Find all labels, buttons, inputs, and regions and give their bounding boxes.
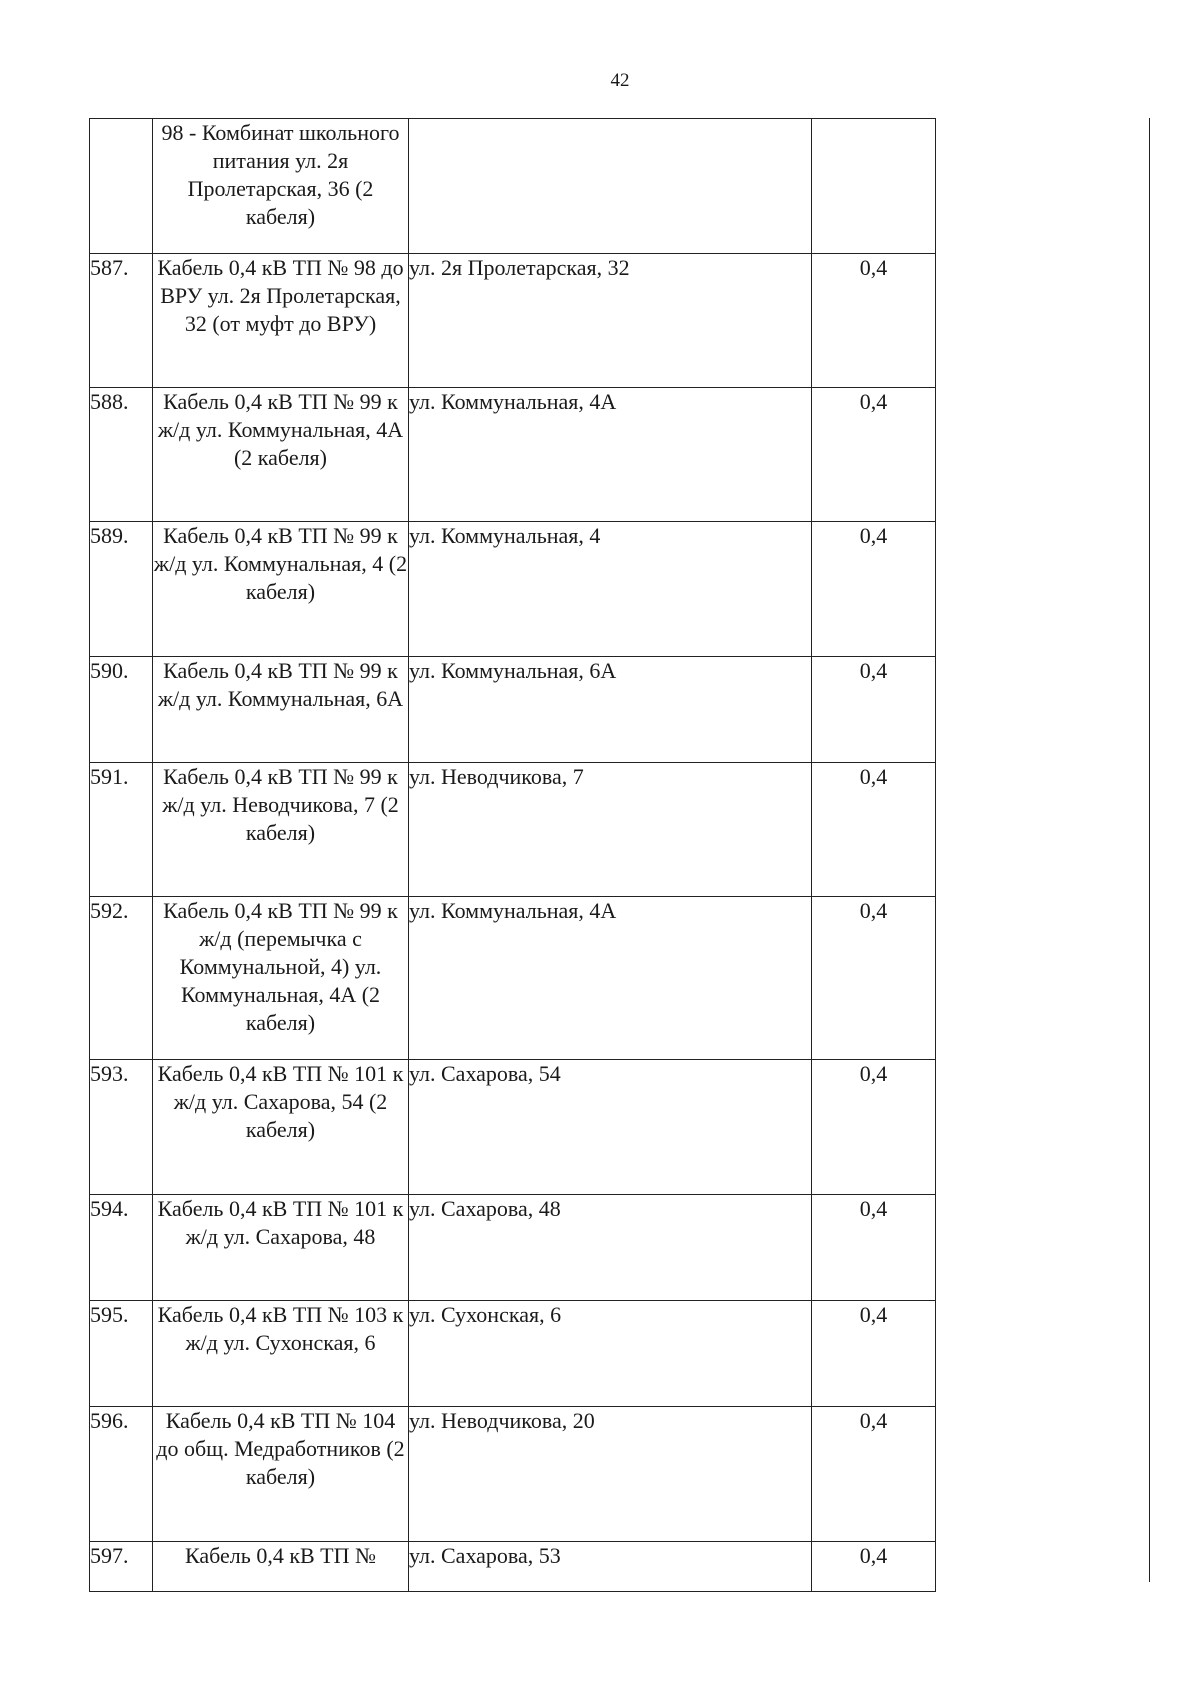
table-row — [90, 763, 936, 897]
address: ул. Сахарова, 54 — [409, 1060, 812, 1195]
object-name: Кабель 0,4 кВ ТП № 104 до общ. Медработников (2 кабеля) — [153, 1407, 409, 1542]
object-name: Кабель 0,4 кВ ТП № 99 к ж/д ул. Неводчикова, 7 (2 кабеля) — [153, 763, 409, 897]
object-name: Кабель 0,4 кВ ТП № 99 к ж/д (перемычка с Коммунальной, 4) ул. Коммунальная, 4А (2 кабеля) — [153, 897, 409, 1060]
object-name: Кабель 0,4 кВ ТП № — [153, 1542, 409, 1592]
object-name: Кабель 0,4 кВ ТП № 101 к ж/д ул. Сахарова, 48 — [153, 1195, 409, 1301]
voltage — [812, 119, 936, 254]
address: ул. Неводчикова, 7 — [409, 763, 812, 897]
object-name: Кабель 0,4 кВ ТП № 99 к ж/д ул. Коммунальная, 4А (2 кабеля) — [153, 388, 409, 522]
voltage: 0,4 — [812, 254, 936, 388]
voltage: 0,4 — [812, 1060, 936, 1195]
address: ул. Сухонская, 6 — [409, 1301, 812, 1407]
row-number: 591. — [90, 763, 153, 897]
row-number: 590. — [90, 657, 153, 763]
address: ул. Коммунальная, 4А — [409, 897, 812, 1060]
table-row — [90, 657, 936, 763]
address: ул. Сахарова, 48 — [409, 1195, 812, 1301]
object-name: Кабель 0,4 кВ ТП № 99 к ж/д ул. Коммунальная, 4 (2 кабеля) — [153, 522, 409, 657]
row-number: 588. — [90, 388, 153, 522]
voltage: 0,4 — [812, 388, 936, 522]
object-name: Кабель 0,4 кВ ТП № 99 к ж/д ул. Коммунальная, 6А — [153, 657, 409, 763]
address: ул. Неводчикова, 20 — [409, 1407, 812, 1542]
voltage: 0,4 — [812, 1195, 936, 1301]
address — [409, 119, 812, 254]
table-row — [90, 522, 936, 657]
table-row — [90, 1407, 936, 1542]
row-number — [90, 119, 153, 254]
row-number: 592. — [90, 897, 153, 1060]
row-number: 593. — [90, 1060, 153, 1195]
row-number: 589. — [90, 522, 153, 657]
page-border-line — [1149, 118, 1150, 1582]
table-row — [90, 1195, 936, 1301]
voltage: 0,4 — [812, 1407, 936, 1542]
table-row — [90, 1301, 936, 1407]
row-number: 587. — [90, 254, 153, 388]
row-number: 594. — [90, 1195, 153, 1301]
address: ул. Коммунальная, 4 — [409, 522, 812, 657]
table-row — [90, 1060, 936, 1195]
address: ул. Сахарова, 53 — [409, 1542, 812, 1592]
table-row — [90, 119, 936, 254]
voltage: 0,4 — [812, 897, 936, 1060]
object-name: 98 - Комбинат школьного питания ул. 2я Пролетарская, 36 (2 кабеля) — [153, 119, 409, 254]
table-row — [90, 254, 936, 388]
voltage: 0,4 — [812, 522, 936, 657]
table-row — [90, 1542, 936, 1592]
row-number: 597. — [90, 1542, 153, 1592]
table-row — [90, 388, 936, 522]
row-number: 596. — [90, 1407, 153, 1542]
object-name: Кабель 0,4 кВ ТП № 103 к ж/д ул. Сухонская, 6 — [153, 1301, 409, 1407]
voltage: 0,4 — [812, 657, 936, 763]
page-number: 42 — [610, 70, 630, 91]
table-row — [90, 897, 936, 1060]
cable-table — [89, 118, 936, 1592]
row-number: 595. — [90, 1301, 153, 1407]
voltage: 0,4 — [812, 763, 936, 897]
voltage: 0,4 — [812, 1301, 936, 1407]
address: ул. Коммунальная, 6А — [409, 657, 812, 763]
object-name: Кабель 0,4 кВ ТП № 101 к ж/д ул. Сахарова, 54 (2 кабеля) — [153, 1060, 409, 1195]
address: ул. Коммунальная, 4А — [409, 388, 812, 522]
object-name: Кабель 0,4 кВ ТП № 98 до ВРУ ул. 2я Пролетарская, 32 (от муфт до ВРУ) — [153, 254, 409, 388]
address: ул. 2я Пролетарская, 32 — [409, 254, 812, 388]
voltage: 0,4 — [812, 1542, 936, 1592]
